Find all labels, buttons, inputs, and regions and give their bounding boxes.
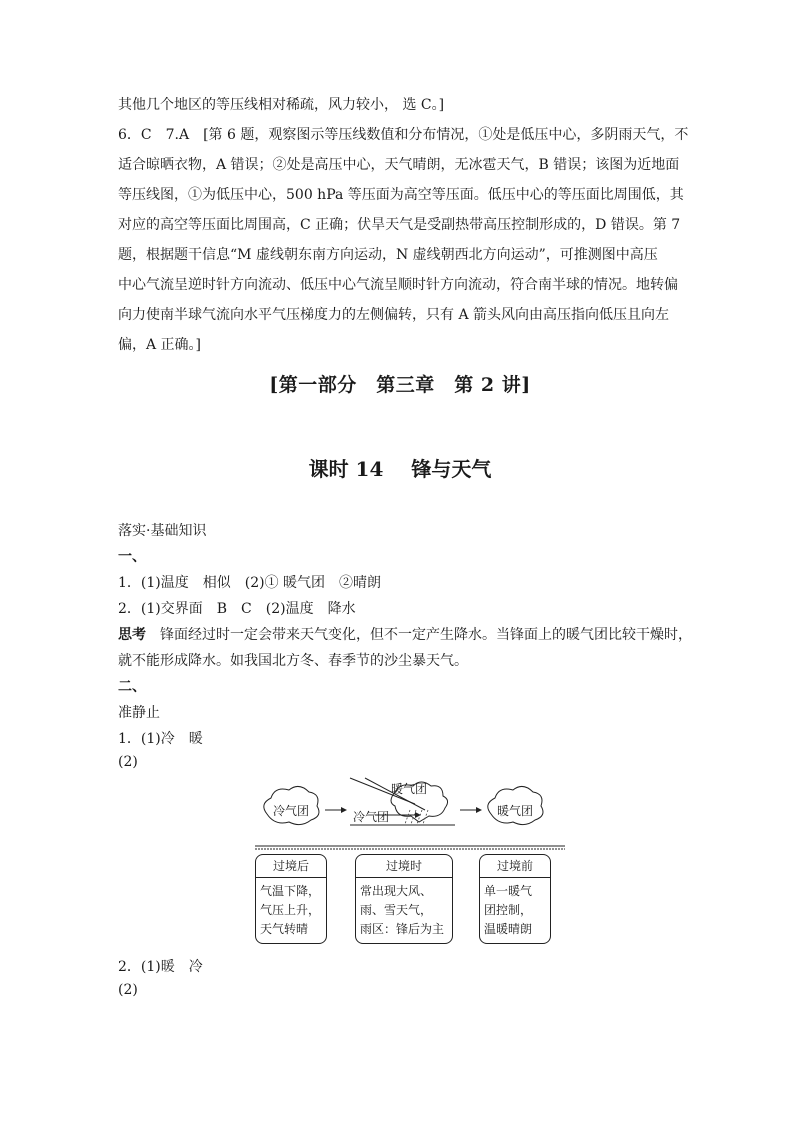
answer-item: 1．(1)冷 暖 bbox=[118, 731, 203, 747]
part2-label: 二、 bbox=[118, 679, 146, 695]
think-line bbox=[118, 624, 692, 644]
answer-line: 等压线图，①为低压中心，500 hPa 等压面为高空等压面。低压中心的等压面比周围低，其 bbox=[118, 187, 684, 203]
answer-block-top bbox=[118, 90, 689, 360]
box-line: 天气转晴 bbox=[260, 922, 309, 936]
stationary-text: 准静止 bbox=[118, 705, 160, 721]
lesson-title: 锋与天气 bbox=[411, 457, 492, 481]
answer-item: 1．(1)温度 相似 (2)① 暖气团 ②晴朗 bbox=[118, 575, 382, 591]
cold-mass-center-label: 冷气团 bbox=[353, 810, 390, 824]
answer-line: 对应的高空等压面比周围高，C 正确；伏旱天气是受副热带高压控制形成的，D 错误。第 7 bbox=[118, 217, 681, 233]
during-passage-box bbox=[355, 854, 453, 944]
part1-label: 一、 bbox=[118, 549, 146, 565]
box-title: 过境后 bbox=[256, 855, 326, 878]
answer-item: 2．(1)交界面 B C (2)温度 降水 bbox=[118, 601, 356, 617]
think-label: 思考 bbox=[118, 627, 146, 643]
box-line: 雨区：锋后为主 bbox=[360, 922, 445, 936]
answer-line: 6．C 7.A [第 6 题，观察图示等压线数值和分布情况，①处是低压中心，多阴雨天气，不 bbox=[118, 127, 689, 143]
section-heading: [第一部分 第三章 第 2 讲] bbox=[269, 374, 531, 396]
box-line: 气压上升， bbox=[260, 903, 321, 917]
answer-line: 适合晾晒衣物，A 错误；②处是高压中心，天气晴朗，无冰雹天气，B 错误；该图为近地面 bbox=[118, 157, 680, 173]
answer-line: 其他几个地区的等压线相对稀疏，风力较小， 选 C。] bbox=[118, 97, 445, 113]
cold-mass-left-label: 冷气团 bbox=[273, 804, 310, 818]
basics-title: 落实·基础知识 bbox=[118, 523, 207, 539]
box-line: 雨、雪天气， bbox=[360, 903, 433, 917]
lesson-label: 课时 14 bbox=[308, 457, 384, 481]
answer-item: 2．(1)暖 冷 bbox=[118, 959, 203, 975]
box-title: 过境前 bbox=[480, 855, 550, 878]
box-line: 气温下降， bbox=[260, 884, 321, 898]
warm-mass-top-label: 暖气团 bbox=[391, 782, 428, 796]
lesson-heading bbox=[0, 453, 800, 482]
think-text: 锋面经过时一定会带来天气变化，但不一定产生降水。当锋面上的暖气团比较干燥时， bbox=[160, 627, 692, 643]
cold-front-diagram bbox=[255, 770, 565, 945]
answer-line: 题，根据题干信息“M 虚线朝东南方向运动，N 虚线朝西北方向运动”，可推测图中高压 bbox=[118, 247, 658, 263]
box-title: 过境时 bbox=[356, 855, 452, 878]
before-passage-box bbox=[479, 854, 551, 944]
box-line: 单一暖气 bbox=[484, 884, 533, 898]
box-line: 常出现大风、 bbox=[360, 884, 433, 898]
answer-subitem: (2) bbox=[118, 982, 138, 998]
warm-mass-right-label: 暖气团 bbox=[497, 804, 534, 818]
answer-line: 中心气流呈逆时针方向流动、低压中心气流呈顺时针方向流动，符合南半球的情况。地转偏 bbox=[118, 277, 678, 293]
box-line: 温暖晴朗 bbox=[484, 922, 533, 936]
answer-line: 偏，A 正确。] bbox=[118, 337, 202, 353]
answer-line: 向力使南半球气流向水平气压梯度力的左侧偏转，只有 A 箭头风向由高压指向低压且向左 bbox=[118, 307, 670, 323]
answer-subitem: (2) bbox=[118, 754, 138, 770]
think-line: 就不能形成降水。如我国北方冬、春季节的沙尘暴天气。 bbox=[118, 653, 468, 669]
after-passage-box bbox=[255, 854, 327, 944]
box-line: 团控制， bbox=[484, 903, 533, 917]
